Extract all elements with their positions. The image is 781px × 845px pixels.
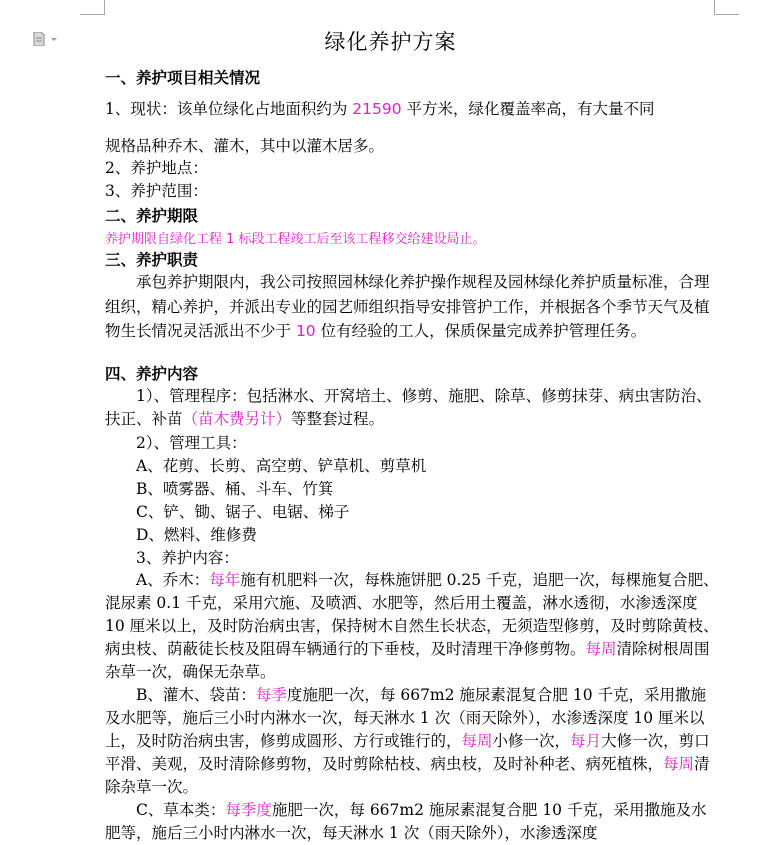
crop-mark-top-right-vertical [714,0,715,14]
duty-paragraph: 承包养护期限内，我公司按照园林绿化养护操作规程及园林绿化养护质量标准，合理组织，精心养护，并派出专业的园艺师组织指导安排管护工作，并根据各个季节天气及植物生长情况灵活派出不少于 10 位有经验的工人，保质保量完成养护管理任务。 [105,273,710,340]
tool-line-a: A、花剪、长剪、高空剪、铲草机、剪草机 [136,457,427,475]
period-text: 养护期限自绿化工程 1 标段工程竣工后至该工程移交给建设局止。 [105,232,486,247]
herb-care-paragraph: C、草本类：每季度施肥一次，每 667m2 施尿素混复合肥 10 千克，采用撒施及水肥等，施后三小时内淋水一次，每天淋水 1 次（雨天除外），水渗透深度 [105,801,707,842]
tree-care-paragraph: A、乔木：每年施有机肥料一次，每株施饼肥 0.25 千克，追肥一次，每棵施复合肥、混尿素 0.1 千克，采用穴施、及喷洒、水肥等，然后用土覆盖，淋水透彻，水渗透深度 10 厘米以上，及时防治病虫害，保持树木自然生长状态，无须造型修剪，及时剪除黄枝、病虫枝、荫蔽徒长枝及阻碍车辆通行的下垂枝，及时清理干净修剪物。每周清除树根周围杂草一次，确保无杂草。 [105,571,719,681]
section-heading-3: 三、养护职责 [105,251,199,269]
area-value: 21590 [352,100,402,118]
document-title: 绿化养护方案 [324,30,457,54]
every-week-highlight: 每周 [663,755,695,773]
tools-heading: 2）、管理工具： [136,434,247,452]
every-month-highlight: 每月 [570,732,602,750]
status-line: 1、现状：该单位绿化占地面积约为 21590 平方米，绿化覆盖率高，有大量不同 [105,100,655,118]
shrub-care-paragraph: B、灌木、袋苗：每季度施肥一次，每 667m2 施尿素混复合肥 10 千克，采用撒施及水肥等，施后三小时内淋水一次，每天淋水 1 次（雨天除外），水渗透深度 10 厘米以上，及时防治病虫害，修剪成圆形、方行或锥行的，每周小修一次，每月大修一次，剪口平滑、美观，及时清除修剪物，及时剪除枯枝、病虫枝，及时补种老、病死植株，每周清除杂草一次。 [105,686,710,796]
every-year-highlight: 每年 [209,571,241,589]
worker-count: 10 [295,322,316,340]
tool-line-d: D、燃料、维修费 [136,526,257,544]
section-heading-4: 四、养护内容 [105,365,199,383]
scope-line: 3、养护范围： [105,182,208,200]
status-line-cont: 规格品种乔木、灌木，其中以灌木居多。 [105,137,385,155]
every-season-highlight: 每季 [255,686,287,704]
content-heading: 3、养护内容： [136,549,239,567]
crop-mark-top-left-horizontal [80,14,105,15]
section-heading-1: 一、养护项目相关情况 [105,69,261,87]
section-heading-2: 二、养护期限 [105,207,199,225]
every-week-highlight: 每周 [461,732,493,750]
tool-line-c: C、铲、锄、锯子、电锯、梯子 [136,503,350,521]
every-season-highlight: 每季度 [225,801,272,819]
crop-mark-top-left-vertical [104,0,105,14]
every-week-highlight: 每周 [585,640,617,658]
crop-mark-top-right-horizontal [714,14,739,15]
procedure-paragraph: 1）、管理程序：包括淋水、开窝培土、修剪、施肥、除草、修剪抹芽、病虫害防治、扶正、补苗（苗木费另计）等整套过程。 [105,387,712,428]
tool-line-b: B、喷雾器、桶、斗车、竹箕 [136,480,334,498]
seedling-cost-note: （苗木费另计） [182,410,292,428]
location-line: 2、养护地点： [105,159,208,177]
